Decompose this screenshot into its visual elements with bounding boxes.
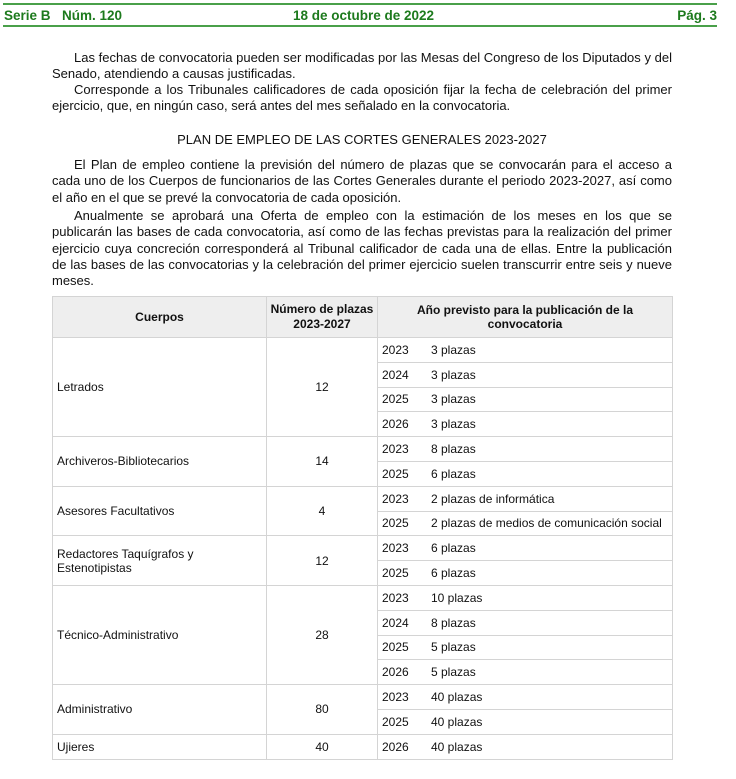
- issue-number: Núm. 120: [62, 8, 123, 23]
- plazas-detail: 40 plazas: [431, 739, 483, 754]
- year: 2025: [382, 640, 409, 655]
- table-row: [53, 536, 673, 561]
- year: 2026: [382, 739, 409, 754]
- plazas-detail: 3 plazas: [431, 392, 476, 407]
- col-header-cuerpos: Cuerpos: [53, 297, 267, 338]
- serie: Serie B: [4, 8, 51, 23]
- year-cell: [378, 362, 673, 387]
- plazas-detail: 2 plazas de medios de comunicación social: [431, 516, 662, 531]
- year-cell: [378, 461, 673, 486]
- table-row: [53, 338, 673, 363]
- plazas-cell: 12: [267, 338, 378, 437]
- year-cell: [378, 561, 673, 586]
- cuerpo-cell: Letrados: [53, 338, 267, 437]
- year-cell: [378, 511, 673, 536]
- plazas-cell: 40: [267, 734, 378, 759]
- plazas-cell: 4: [267, 486, 378, 536]
- year: 2024: [382, 615, 409, 630]
- year: 2025: [382, 714, 409, 729]
- year-cell: [378, 437, 673, 462]
- paragraph: Las fechas de convocatoria pueden ser modificadas por las Mesas del Congreso de los Diputados y del Senado, atendiendo a causas justificadas.: [52, 50, 672, 82]
- page-number: Pág. 3: [677, 8, 717, 23]
- year: 2023: [382, 541, 409, 556]
- cuerpo-cell: Asesores Facultativos: [53, 486, 267, 536]
- cuerpo-cell: Técnico-Administrativo: [53, 585, 267, 684]
- section-heading: PLAN DE EMPLEO DE LAS CORTES GENERALES 2023-2027: [177, 132, 547, 147]
- plazas-detail: 6 plazas: [431, 466, 476, 481]
- plazas-detail: 40 plazas: [431, 714, 483, 729]
- year: 2026: [382, 665, 409, 680]
- year-cell: [378, 635, 673, 660]
- year-cell: [378, 585, 673, 610]
- year-cell: [378, 536, 673, 561]
- plazas-cell: 14: [267, 437, 378, 487]
- plazas-detail: 40 plazas: [431, 690, 483, 705]
- cuerpo-cell: Ujieres: [53, 734, 267, 759]
- year: 2025: [382, 392, 409, 407]
- plazas-detail: 8 plazas: [431, 615, 476, 630]
- year: 2023: [382, 442, 409, 457]
- year: 2025: [382, 466, 409, 481]
- year: 2023: [382, 690, 409, 705]
- year: 2023: [382, 590, 409, 605]
- paragraph: Corresponde a los Tribunales calificadores de cada oposición fijar la fecha de celebración del primer ejercicio, que, en ningún caso, será antes del mes señalado en la convocatoria.: [52, 82, 672, 114]
- employment-plan-table: [52, 296, 673, 760]
- year-cell: [378, 486, 673, 511]
- plazas-cell: 80: [267, 685, 378, 735]
- year-cell: [378, 387, 673, 412]
- cuerpo-cell: Administrativo: [53, 685, 267, 735]
- date: 18 de octubre de 2022: [293, 8, 435, 23]
- table-row: [53, 585, 673, 610]
- year: 2025: [382, 516, 409, 531]
- plazas-detail: 2 plazas de informática: [431, 491, 555, 506]
- year-cell: [378, 709, 673, 734]
- year: 2026: [382, 417, 409, 432]
- plazas-detail: 3 plazas: [431, 367, 476, 382]
- year: 2025: [382, 566, 409, 581]
- table-row: [53, 486, 673, 511]
- year-cell: [378, 685, 673, 710]
- year-cell: [378, 412, 673, 437]
- table-row: [53, 734, 673, 759]
- paragraph: Anualmente se aprobará una Oferta de empleo con la estimación de los meses en los que se publicarán las bases de cada convocatoria, así como de las fechas previstas para la realización del primer ejercicio cuya concreción corresponderá al Tribunal calificador de cada una de ellas. Entre la publicación de las bases de las convocatorias y la celebración del primer ejercicio suelen transcurrir entre seis y nueve meses.: [52, 208, 672, 289]
- year-cell: [378, 660, 673, 685]
- table-row: [53, 685, 673, 710]
- plazas-detail: 5 plazas: [431, 665, 476, 680]
- plazas-detail: 3 plazas: [431, 342, 476, 357]
- plazas-detail: 6 plazas: [431, 566, 476, 581]
- year: 2023: [382, 342, 409, 357]
- year: 2023: [382, 491, 409, 506]
- col-header-year: Año previsto para la publicación de la convocatoria: [378, 297, 673, 338]
- year-cell: [378, 610, 673, 635]
- cuerpo-cell: Redactores Taquígrafos y Estenotipistas: [53, 536, 267, 586]
- plazas-cell: 12: [267, 536, 378, 586]
- plazas-cell: 28: [267, 585, 378, 684]
- year-cell: [378, 338, 673, 363]
- cuerpo-cell: Archiveros-Bibliotecarios: [53, 437, 267, 487]
- year-cell: [378, 734, 673, 759]
- paragraph: El Plan de empleo contiene la previsión del número de plazas que se convocarán para el acceso a cada uno de los Cuerpos de funcionarios de las Cortes Generales durante el periodo 2023-2027, así como el año en el que se prevé la convocatoria de cada oposición.: [52, 157, 672, 205]
- plazas-detail: 6 plazas: [431, 541, 476, 556]
- plazas-detail: 5 plazas: [431, 640, 476, 655]
- plazas-detail: 10 plazas: [431, 590, 483, 605]
- plazas-detail: 8 plazas: [431, 442, 476, 457]
- col-header-plazas: Número de plazas 2023-2027: [267, 297, 378, 338]
- plazas-detail: 3 plazas: [431, 417, 476, 432]
- year: 2024: [382, 367, 409, 382]
- page-header: [3, 3, 717, 27]
- table-row: [53, 437, 673, 462]
